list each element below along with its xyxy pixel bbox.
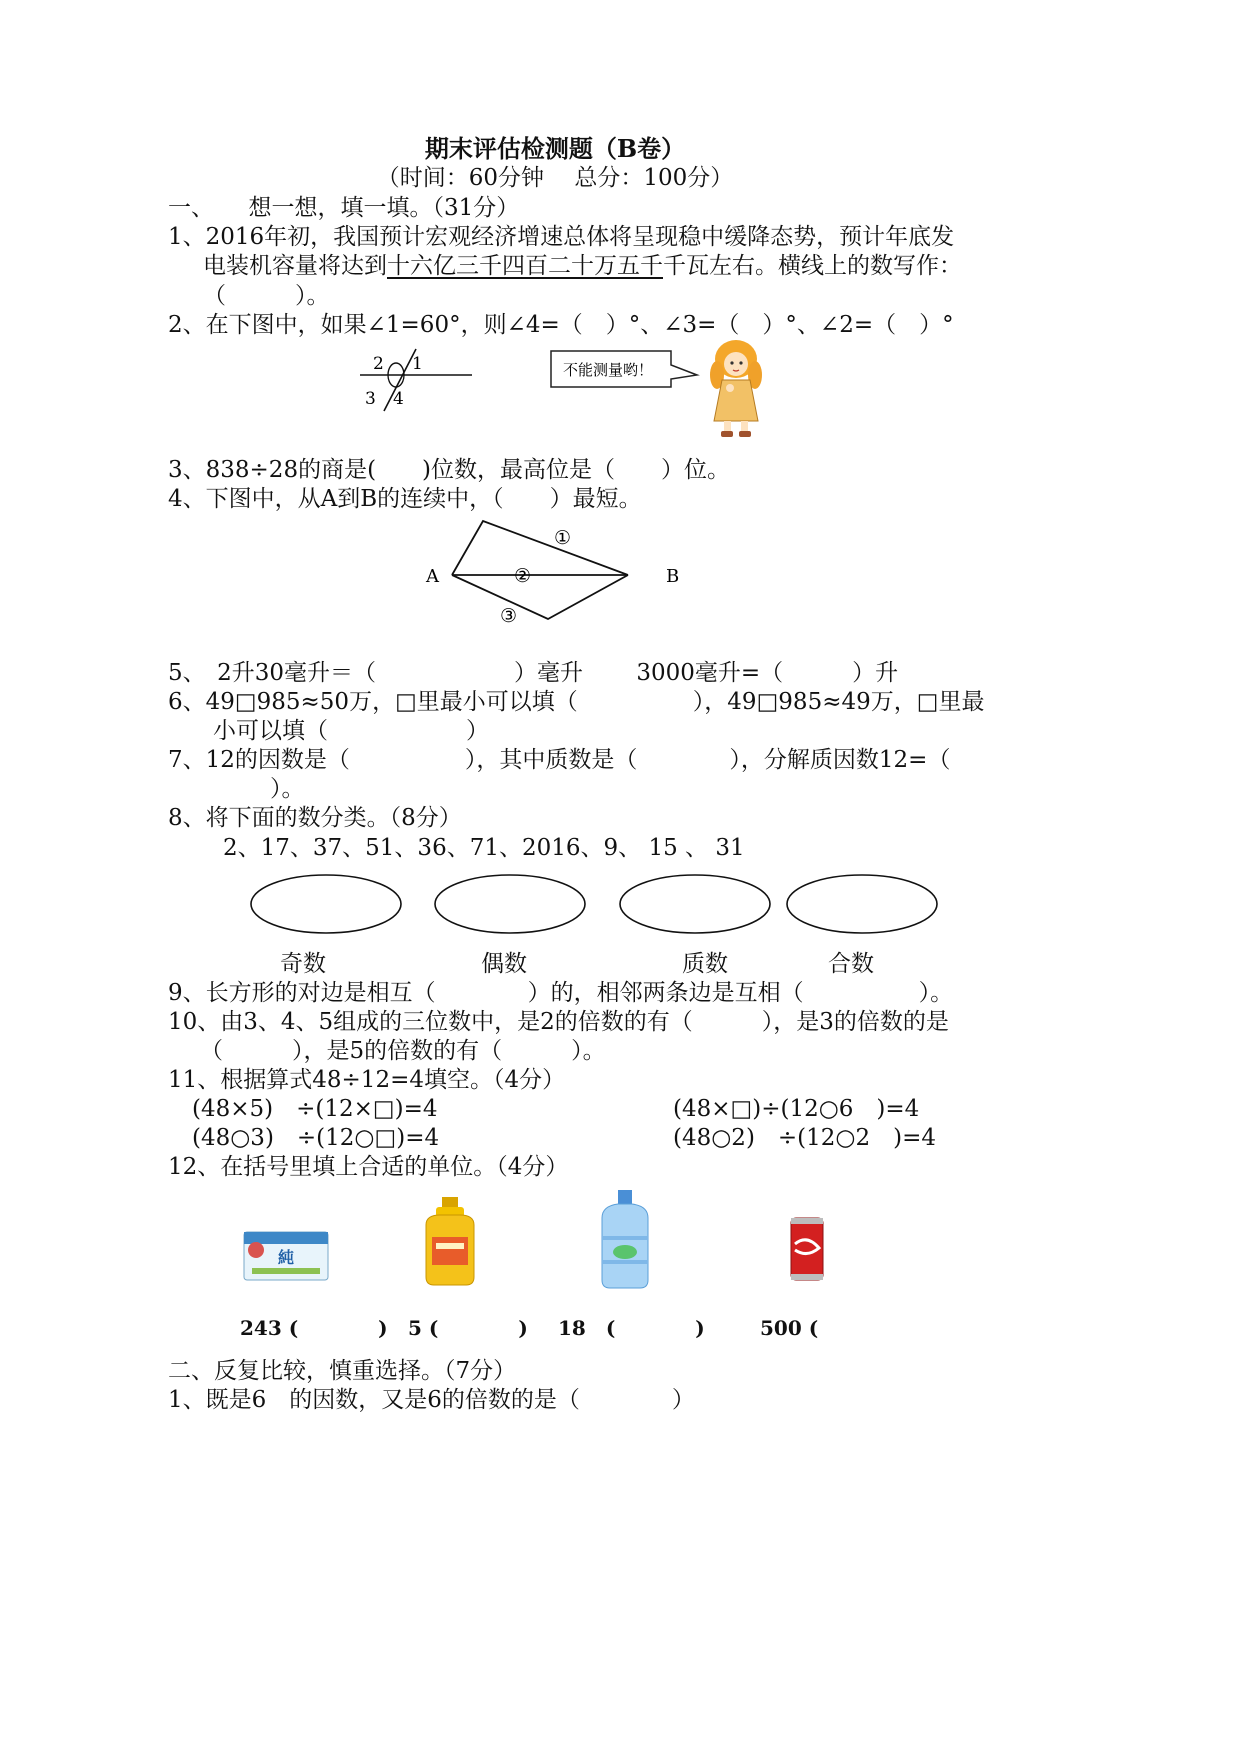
angle-label-2: 2 bbox=[373, 354, 384, 374]
q12-item-milk: 243 ( ) bbox=[240, 1316, 388, 1340]
q1-line2-pre: 电装机容量将达到 bbox=[203, 253, 387, 279]
q6-line1: 6、49□985≈50万，□里最小可以填（ ），49□985≈49万，□里最 bbox=[168, 689, 985, 715]
q11-text: 11、根据算式48÷12=4填空。（4分） bbox=[168, 1067, 566, 1093]
q1-underlined-number: 十六亿三千四百二十万五千 bbox=[387, 253, 663, 279]
oil-bottle-icon bbox=[420, 1195, 480, 1287]
q1-line2-post: 千瓦左右。横线上的数写作： bbox=[663, 253, 962, 279]
q1-line3: （ ）。 bbox=[203, 283, 330, 309]
angle-label-3: 3 bbox=[365, 389, 376, 409]
cola-can-icon bbox=[787, 1214, 827, 1284]
classification-ovals bbox=[245, 870, 945, 940]
q8-numbers: 2、17、37、51、36、71、2016、9、 15 、 31 bbox=[223, 835, 745, 861]
point-a-label: A bbox=[426, 566, 439, 587]
q1-line1: 1、2016年初，我国预计宏观经济增速总体将呈现稳中缓降态势，预计年底发 bbox=[168, 224, 955, 250]
odd-oval bbox=[251, 875, 401, 933]
q5-text: 5、 2升30毫升＝（ ）毫升 3000毫升=（ ）升 bbox=[168, 660, 899, 686]
path-diagram bbox=[420, 515, 690, 627]
q11-item-3: (48○3) ÷(12○□)=4 bbox=[192, 1125, 440, 1151]
path-3 bbox=[452, 575, 628, 619]
svg-text:純: 純 bbox=[278, 1248, 295, 1267]
q1-line2 bbox=[203, 251, 962, 281]
section-heading-2: 二、反复比较，慎重选择。（7分） bbox=[168, 1358, 517, 1384]
angle-label-4: 4 bbox=[393, 389, 404, 409]
q9-text: 9、长方形的对边是相互（ ）的，相邻两条边是互相（ ）。 bbox=[168, 980, 954, 1006]
q6-line2: 小可以填（ ） bbox=[213, 718, 489, 744]
path-1 bbox=[452, 521, 628, 575]
q3-text: 3、838÷28的商是( )位数，最高位是（ ）位。 bbox=[168, 457, 731, 483]
prime-oval bbox=[620, 875, 770, 933]
category-composite: 合数 bbox=[828, 951, 874, 977]
q12-text: 12、在括号里填上合适的单位。（4分） bbox=[168, 1154, 569, 1180]
q10-line2: （ ），是5的倍数的有（ ）。 bbox=[200, 1038, 606, 1064]
q12-item-oil: 5 ( ) bbox=[408, 1316, 528, 1340]
q7-line2: ）。 bbox=[270, 776, 305, 802]
q8-text: 8、将下面的数分类。（8分） bbox=[168, 805, 462, 831]
q10-line1: 10、由3、4、5组成的三位数中，是2的倍数的有（ ），是3的倍数的是 bbox=[168, 1009, 949, 1035]
point-b-label: B bbox=[666, 566, 680, 587]
q4-text: 4、下图中，从A到B的连续中，（ ）最短。 bbox=[168, 486, 642, 512]
milk-carton-icon bbox=[242, 1228, 330, 1284]
category-even: 偶数 bbox=[481, 951, 527, 977]
q11-item-2: (48×□)÷(12○6 )=4 bbox=[673, 1096, 920, 1122]
path-label-2: ② bbox=[514, 565, 532, 587]
q11-item-1: (48×5) ÷(12×□)=4 bbox=[192, 1096, 438, 1122]
category-odd: 奇数 bbox=[280, 951, 326, 977]
water-jug-icon bbox=[592, 1188, 658, 1292]
path-label-1: ① bbox=[554, 527, 572, 549]
q7-line1: 7、12的因数是（ ），其中质数是（ ），分解质因数12=（ bbox=[168, 747, 951, 773]
speech-bubble bbox=[549, 349, 701, 391]
even-oval bbox=[435, 875, 585, 933]
page-title: 期末评估检测题（B卷） bbox=[424, 134, 686, 163]
speech-text: 不能测量哟！ bbox=[563, 361, 654, 379]
angle-label-1: 1 bbox=[412, 354, 423, 374]
page-subtitle: （时间：60分钟 总分：100分） bbox=[376, 165, 734, 191]
q2-text: 2、在下图中，如果∠1=60°，则∠4=（ ）°、∠3=（ ）°、∠2=（ ）° bbox=[168, 312, 954, 338]
q11-item-4: (48○2) ÷(12○2 )=4 bbox=[673, 1125, 937, 1151]
part2-q1-text: 1、既是6 的因数，又是6的倍数的是（ ） bbox=[168, 1387, 695, 1413]
composite-oval bbox=[787, 875, 937, 933]
angle-diagram bbox=[350, 345, 485, 413]
q12-item-water: 18 ( ) bbox=[558, 1316, 705, 1340]
path-label-3: ③ bbox=[500, 605, 518, 627]
section-heading-1: 一、 想一想，填一填。（31分） bbox=[168, 195, 520, 221]
girl-cartoon-icon bbox=[700, 335, 772, 440]
category-prime: 质数 bbox=[682, 951, 728, 977]
q12-item-cola: 500 ( bbox=[760, 1316, 899, 1340]
